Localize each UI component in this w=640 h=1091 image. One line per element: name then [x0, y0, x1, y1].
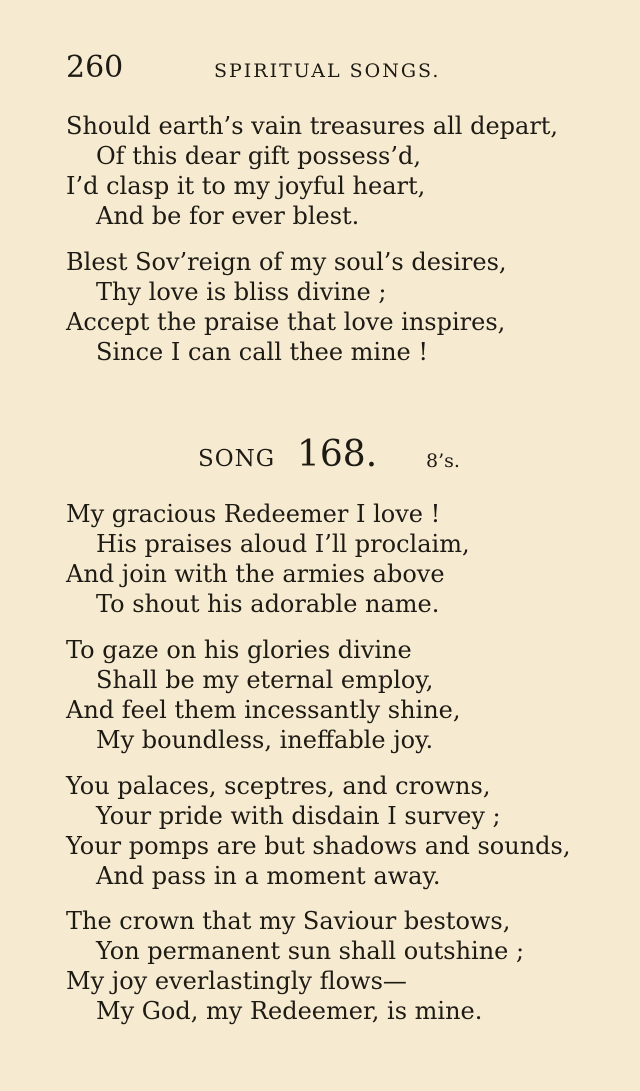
verse-line: And be for ever blest.: [96, 202, 360, 230]
verse-line: The crown that my Saviour bestows,: [66, 907, 511, 935]
verse-line: Yon permanent sun shall outshine ;: [96, 937, 525, 965]
verse-line: You palaces, sceptres, and crowns,: [66, 772, 491, 800]
verse-line: To shout his adorable name.: [96, 590, 440, 618]
verse-line: And feel them incessantly shine,: [66, 696, 461, 724]
song-meter: 8’s.: [426, 450, 460, 472]
verse-line: To gaze on his glories divine: [66, 636, 412, 664]
stanza: [66, 111, 620, 231]
verse-line: And pass in a moment away.: [96, 862, 441, 890]
verse-line: I’d clasp it to my joyful heart,: [66, 172, 426, 200]
verse-line: Accept the praise that love inspires,: [66, 308, 506, 336]
verse-line: My joy everlastingly flows—: [66, 967, 407, 995]
stanza: [66, 635, 620, 755]
page-header: [66, 50, 600, 90]
stanza: [66, 906, 620, 1026]
verse-line: His praises aloud I’ll proclaim,: [96, 530, 470, 558]
verse-line: My boundless, ineffable joy.: [96, 726, 434, 754]
verse-line: Since I can call thee mine !: [96, 338, 429, 366]
verse-line: Your pomps are but shadows and sounds,: [66, 832, 571, 860]
verse-line: Of this dear gift possess’d,: [96, 142, 421, 170]
stanza: [66, 771, 620, 891]
song-title: [198, 434, 498, 474]
verse-line: Blest Sov’reign of my soul’s desires,: [66, 248, 507, 276]
stanza: [66, 247, 620, 367]
song-number: 168.: [297, 434, 378, 475]
verse-line: My gracious Redeemer I love !: [66, 500, 441, 528]
verse-line: Should earth’s vain treasures all depart,: [66, 112, 559, 140]
page-number: 260: [66, 50, 124, 85]
running-head: SPIRITUAL SONGS.: [214, 60, 441, 82]
verse-line: And join with the armies above: [66, 560, 445, 588]
verse-line: Thy love is bliss divine ;: [96, 278, 387, 306]
verse-line: Shall be my eternal employ,: [96, 666, 434, 694]
stanza: [66, 499, 620, 619]
verse-line: My God, my Redeemer, is mine.: [96, 997, 483, 1025]
verse-line: Your pride with disdain I survey ;: [96, 802, 501, 830]
song-label: SONG: [198, 446, 276, 472]
